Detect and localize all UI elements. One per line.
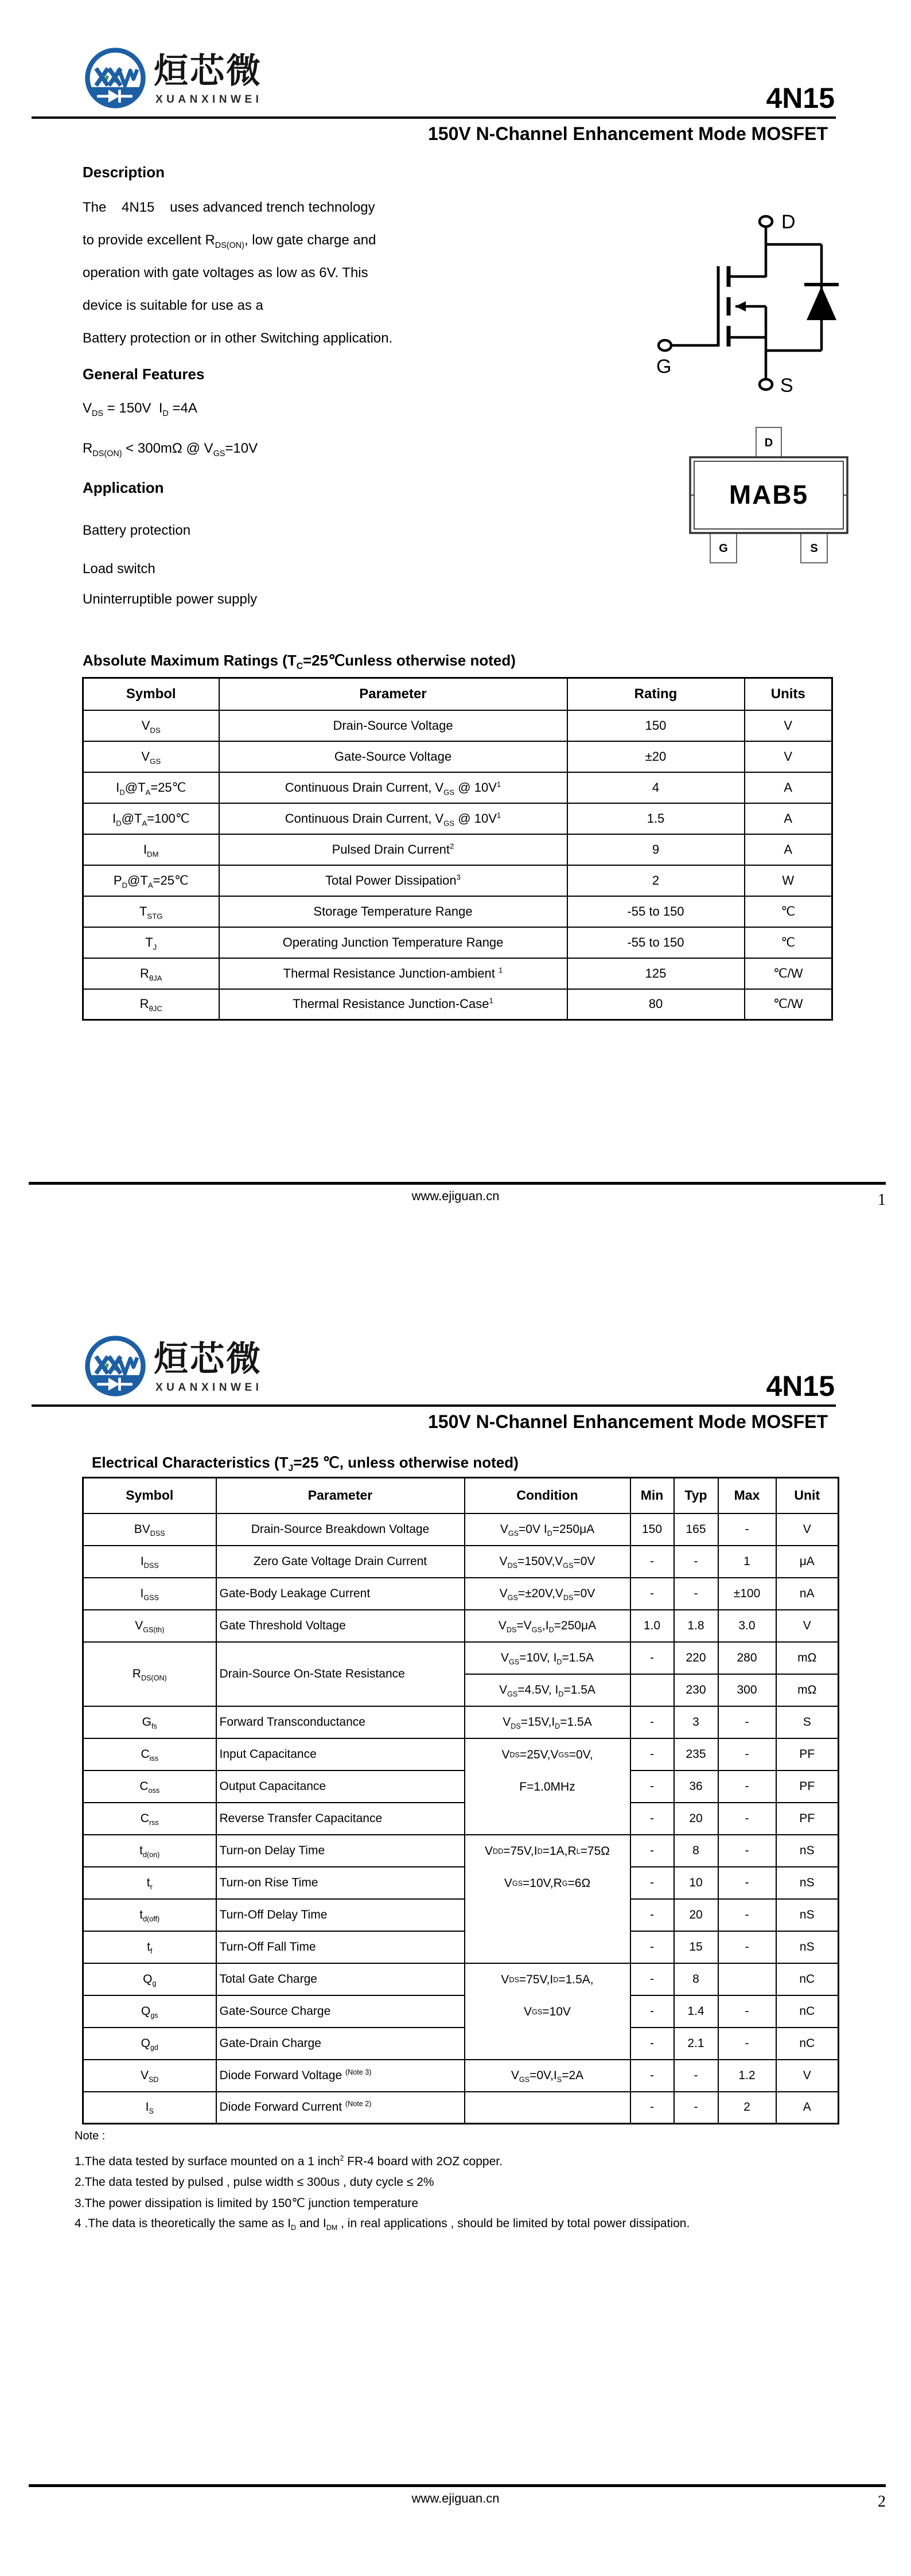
page-title: 150V N-Channel Enhancement Mode MOSFET xyxy=(428,123,828,144)
cell-typ: 8 xyxy=(674,1963,718,1995)
cell-unit: nS xyxy=(776,1899,839,1931)
cell-rating: 4 xyxy=(567,772,745,803)
application-item: Battery protection xyxy=(83,523,191,538)
table-row xyxy=(83,1931,839,1963)
column-header: Condition xyxy=(465,1478,630,1513)
note-item: 2.The data tested by pulsed , pulse width ≤ 300us , duty cycle ≤ 2% xyxy=(75,2176,434,2189)
cell-unit: A xyxy=(776,2092,839,2124)
cell-max: - xyxy=(718,1513,776,1546)
brand-name-chinese: 烜芯微 xyxy=(154,52,262,90)
cell-parameter: Continuous Drain Current, $V_{GS}$ @ $10V^1$ xyxy=(219,772,567,803)
cell-rating: -55 to 150 xyxy=(567,896,745,927)
cell-typ: 230 xyxy=(674,1674,718,1706)
cell-units: A xyxy=(745,772,832,803)
cell-units: V xyxy=(745,710,832,741)
cell-units: ℃/W xyxy=(745,989,832,1020)
cell-unit: S xyxy=(776,1706,839,1738)
table-row xyxy=(83,1867,839,1899)
table-row xyxy=(83,989,832,1020)
note-item: 4 .The data is theoretically the same as $I_D$ and $I_{DM}$ , in real applications , should be limited by total power dissipation. xyxy=(75,2217,690,2232)
table-row xyxy=(83,896,832,927)
cell-min: - xyxy=(630,1546,674,1578)
table-row xyxy=(83,741,832,772)
cell-condition: $V_{GS}=10V$, $I_D=1.5A$ xyxy=(465,1642,630,1674)
cell-parameter: Gate Threshold Voltage xyxy=(216,1610,465,1642)
table-row xyxy=(83,2092,839,2124)
header-rule xyxy=(32,116,836,119)
cell-rating: 150 xyxy=(567,710,745,741)
cell-max: - xyxy=(718,1738,776,1770)
cell-unit: mΩ xyxy=(776,1674,839,1706)
cell-min: - xyxy=(630,1770,674,1803)
column-header: Typ xyxy=(674,1478,718,1513)
table-row xyxy=(83,1578,839,1610)
cell-parameter: Zero Gate Voltage Drain Current xyxy=(216,1546,465,1578)
table-row xyxy=(83,1738,839,1770)
description-line: to provide excellent $R_{DS(ON)}$, low gate charge and xyxy=(83,232,376,250)
cell-units: W xyxy=(745,865,832,896)
condition-line: V GS =10V xyxy=(524,2005,571,2018)
cell-typ: 1.4 xyxy=(674,1995,718,2028)
cell-unit: nC xyxy=(776,1995,839,2028)
cell-symbol: $R_{\theta JA}$ xyxy=(83,958,219,989)
application-item: Load switch xyxy=(83,561,155,577)
cell-symbol: $R_{DS(ON)}$ xyxy=(83,1642,216,1706)
cell-typ: 20 xyxy=(674,1899,718,1931)
table-row xyxy=(83,2028,839,2060)
drain-label: D xyxy=(781,211,796,233)
package-pin-s-label: S xyxy=(810,542,818,555)
cell-unit: μA xyxy=(776,1546,839,1578)
cell-symbol: $V_{SD}$ xyxy=(83,2060,216,2092)
cell-unit: V xyxy=(776,1513,839,1546)
cell-unit: nC xyxy=(776,2028,839,2060)
cell-typ: - xyxy=(674,1546,718,1578)
note-item: 1.The data tested by surface mounted on a 1 inch$^2$ FR-4 board with 2OZ copper. xyxy=(75,2154,503,2168)
page-2 xyxy=(0,1288,911,2576)
column-header: Min xyxy=(630,1478,674,1513)
table-header-row xyxy=(83,1478,839,1513)
cell-typ: 1.8 xyxy=(674,1610,718,1642)
cell-parameter: Turn-Off Delay Time xyxy=(216,1899,465,1931)
absolute-maximum-ratings-table xyxy=(82,677,833,1021)
cell-parameter: Drain-Source On-State Resistance xyxy=(216,1642,465,1706)
description-line: Battery protection or in other Switching application. xyxy=(83,330,393,346)
column-header: Units xyxy=(745,678,832,710)
page-number: 2 xyxy=(878,2493,886,2511)
cell-unit: nC xyxy=(776,1963,839,1995)
cell-symbol: $t_{d(on)}$ xyxy=(83,1835,216,1867)
cell-rating: -55 to 150 xyxy=(567,927,745,958)
brand-name-chinese: 烜芯微 xyxy=(154,1340,262,1378)
cell-max: 1.2 xyxy=(718,2060,776,2092)
cell-max: 300 xyxy=(718,1674,776,1706)
gate-label: G xyxy=(656,356,672,378)
feature-line: $V_{DS} = 150V$ $I_D =4A$ xyxy=(83,400,197,418)
table-row xyxy=(83,834,832,865)
cell-typ: 2.1 xyxy=(674,2028,718,2060)
cell-symbol: $BV_{DSS}$ xyxy=(83,1513,216,1546)
cell-symbol: $I_D@T_A=25℃$ xyxy=(83,772,219,803)
cell-parameter: Continuous Drain Current, $V_{GS}$ @ $10V^1$ xyxy=(219,803,567,834)
package-name-label: MAB5 xyxy=(729,480,809,509)
cell-parameter: Turn-on Delay Time xyxy=(216,1835,465,1867)
footer-rule xyxy=(29,1182,886,1185)
cell-symbol: $I_{DM}$ xyxy=(83,834,219,865)
cell-condition xyxy=(465,1738,630,1835)
cell-unit: PF xyxy=(776,1770,839,1803)
cell-symbol: $V_{DS}$ xyxy=(83,710,219,741)
description-line: device is suitable for use as a xyxy=(83,298,263,313)
cell-parameter: Operating Junction Temperature Range xyxy=(219,927,567,958)
cell-symbol: $Q_{gd}$ xyxy=(83,2028,216,2060)
cell-max: - xyxy=(718,1706,776,1738)
cell-condition xyxy=(465,1835,630,1963)
part-number: 4N15 xyxy=(766,1370,835,1402)
cell-min: - xyxy=(630,2092,674,2124)
brand-name-english: XUANXINWEI xyxy=(155,94,263,106)
page-title: 150V N-Channel Enhancement Mode MOSFET xyxy=(428,1411,828,1432)
cell-typ: 36 xyxy=(674,1770,718,1803)
cell-min: - xyxy=(630,1578,674,1610)
cell-symbol: $V_{GS}$ xyxy=(83,741,219,772)
cell-symbol: $I_{DSS}$ xyxy=(83,1546,216,1578)
cell-symbol: $I_D@T_A=100℃$ xyxy=(83,803,219,834)
cell-units: A xyxy=(745,834,832,865)
cell-typ: 10 xyxy=(674,1867,718,1899)
cell-parameter: Reverse Transfer Capacitance xyxy=(216,1803,465,1835)
cell-condition xyxy=(465,2092,630,2124)
note-item: 3.The power dissipation is limited by 150℃ junction temperature xyxy=(75,2197,419,2210)
table-row xyxy=(83,1513,839,1546)
cell-min: - xyxy=(630,1963,674,1995)
description-title: Description xyxy=(83,164,165,181)
cell-unit: nS xyxy=(776,1835,839,1867)
cell-typ: - xyxy=(674,2060,718,2092)
general-features-title: General Features xyxy=(83,365,205,383)
table-row xyxy=(83,1835,839,1867)
mosfet-symbol-diagram xyxy=(648,211,866,409)
cell-parameter: Drain-Source Breakdown Voltage xyxy=(216,1513,465,1546)
cell-typ: 220 xyxy=(674,1642,718,1674)
cell-symbol: $I_S$ xyxy=(83,2092,216,2124)
cell-condition xyxy=(465,1963,630,2060)
table-row xyxy=(83,803,832,834)
cell-rating: 125 xyxy=(567,958,745,989)
package-pin-g-label: G xyxy=(719,542,728,555)
cell-rating: ±20 xyxy=(567,741,745,772)
cell-units: V xyxy=(745,741,832,772)
cell-typ: 15 xyxy=(674,1931,718,1963)
table-row xyxy=(83,865,832,896)
cell-condition: $V_{GS}=0V,I_S=2A$ xyxy=(465,2060,630,2092)
cell-min: - xyxy=(630,1995,674,2028)
cell-unit: nS xyxy=(776,1867,839,1899)
xuanxinwei-logo-icon xyxy=(83,1334,147,1398)
cell-symbol: $C_{oss}$ xyxy=(83,1770,216,1803)
cell-max: - xyxy=(718,1867,776,1899)
abs-max-ratings-title: Absolute Maximum Ratings ($T_C=25℃unless$ otherwise noted) xyxy=(83,652,516,672)
cell-unit: V xyxy=(776,1610,839,1642)
xuanxinwei-logo-icon xyxy=(83,46,147,110)
cell-max: - xyxy=(718,1931,776,1963)
cell-max: - xyxy=(718,1899,776,1931)
column-header: Rating xyxy=(567,678,745,710)
cell-max: 280 xyxy=(718,1642,776,1674)
electrical-characteristics-title: Electrical Characteristics ($T_J=25$ ℃, unless otherwise noted) xyxy=(92,1454,519,1474)
cell-symbol: $Q_g$ xyxy=(83,1963,216,1995)
cell-units: ℃/W xyxy=(745,958,832,989)
table-row xyxy=(83,710,832,741)
cell-max: ±100 xyxy=(718,1578,776,1610)
cell-parameter: Thermal Resistance Junction-Case$^1$ xyxy=(219,989,567,1020)
cell-typ: 235 xyxy=(674,1738,718,1770)
feature-line: $R_{DS(ON)} < 300m\Omega$ @ $V_{GS}=10V$ xyxy=(83,441,258,458)
table-row xyxy=(83,1995,839,2028)
cell-symbol: $t_f$ xyxy=(83,1931,216,1963)
cell-symbol: $C_{iss}$ xyxy=(83,1738,216,1770)
cell-min: - xyxy=(630,2028,674,2060)
table-row xyxy=(83,772,832,803)
cell-symbol: $P_D@T_A=25℃$ xyxy=(83,865,219,896)
table-row xyxy=(83,1546,839,1578)
condition-line: V GS =10V,R G =6Ω xyxy=(504,1876,591,1890)
cell-symbol: $C_{rss}$ xyxy=(83,1803,216,1835)
cell-parameter: Diode Forward Voltage $^{(Note 3)}$ xyxy=(216,2060,465,2092)
cell-parameter: Drain-Source Voltage xyxy=(219,710,567,741)
cell-typ: 165 xyxy=(674,1513,718,1546)
cell-typ: - xyxy=(674,2092,718,2124)
cell-typ: 3 xyxy=(674,1706,718,1738)
cell-parameter: Turn-Off Fall Time xyxy=(216,1931,465,1963)
table-row xyxy=(83,1610,839,1642)
description-line: operation with gate voltages as low as 6V. This xyxy=(83,265,368,281)
table-row xyxy=(83,1899,839,1931)
cell-max: - xyxy=(718,2028,776,2060)
column-header: Symbol xyxy=(83,1478,216,1513)
cell-parameter: Gate-Drain Charge xyxy=(216,2028,465,2060)
cell-min: 1.0 xyxy=(630,1610,674,1642)
cell-rating: 1.5 xyxy=(567,803,745,834)
cell-parameter: Gate-Body Leakage Current xyxy=(216,1578,465,1610)
cell-condition: $V_{GS}=4.5V$, $I_D=1.5A$ xyxy=(465,1674,630,1706)
cell-unit: V xyxy=(776,2060,839,2092)
cell-parameter: Pulsed Drain Current$^2$ xyxy=(219,834,567,865)
cell-symbol: $t_{d(off)}$ xyxy=(83,1899,216,1931)
cell-unit: nS xyxy=(776,1931,839,1963)
cell-units: ℃ xyxy=(745,927,832,958)
cell-symbol: $R_{\theta JC}$ xyxy=(83,989,219,1020)
page-number: 1 xyxy=(878,1191,886,1209)
condition-line: V DS =25V,V GS =0V, xyxy=(501,1748,593,1761)
table-row xyxy=(83,2060,839,2092)
cell-symbol: $I_{GSS}$ xyxy=(83,1578,216,1610)
cell-parameter: Gate-Source Charge xyxy=(216,1995,465,2028)
cell-units: A xyxy=(745,803,832,834)
column-header: Symbol xyxy=(83,678,219,710)
footer-website: www.ejiguan.cn xyxy=(411,1189,500,1203)
cell-rating: 80 xyxy=(567,989,745,1020)
cell-rating: 2 xyxy=(567,865,745,896)
column-header: Max xyxy=(718,1478,776,1513)
brand-name-english: XUANXINWEI xyxy=(155,1382,263,1394)
cell-condition: $V_{DS}=V_{GS},I_D=250\mu A$ xyxy=(465,1610,630,1642)
cell-min: - xyxy=(630,1835,674,1867)
table-row xyxy=(83,1963,839,1995)
cell-parameter: Total Power Dissipation$^3$ xyxy=(219,865,567,896)
cell-parameter: Gate-Source Voltage xyxy=(219,741,567,772)
cell-min: - xyxy=(630,1706,674,1738)
footer-rule xyxy=(29,2484,886,2487)
cell-symbol: $T_J$ xyxy=(83,927,219,958)
package-pin-d-label: D xyxy=(764,437,773,449)
cell-condition: $V_{DS}=150V,V_{GS}=0V$ xyxy=(465,1546,630,1578)
cell-parameter: Total Gate Charge xyxy=(216,1963,465,1995)
cell-unit: PF xyxy=(776,1738,839,1770)
cell-parameter: Input Capacitance xyxy=(216,1738,465,1770)
cell-units: ℃ xyxy=(745,896,832,927)
cell-condition: $V_{GS}=0V$ $I_D=250\mu A$ xyxy=(465,1513,630,1546)
cell-max: - xyxy=(718,1995,776,2028)
cell-min: - xyxy=(630,1867,674,1899)
cell-typ: - xyxy=(674,1578,718,1610)
cell-symbol: $G_{fs}$ xyxy=(83,1706,216,1738)
cell-unit: PF xyxy=(776,1803,839,1835)
cell-symbol: $Q_{gs}$ xyxy=(83,1995,216,2028)
cell-min: - xyxy=(630,2060,674,2092)
table-row xyxy=(83,958,832,989)
electrical-characteristics-table xyxy=(82,1477,839,2124)
cell-min: 150 xyxy=(630,1513,674,1546)
cell-rating: 9 xyxy=(567,834,745,865)
cell-unit: nA xyxy=(776,1578,839,1610)
column-header: Parameter xyxy=(219,678,567,710)
footer-website: www.ejiguan.cn xyxy=(411,2491,500,2505)
cell-condition: $V_{DS}=15V,I_D=1.5A$ xyxy=(465,1706,630,1738)
table-row xyxy=(83,1706,839,1738)
cell-parameter: Diode Forward Current $^{(Note 2)}$ xyxy=(216,2092,465,2124)
cell-symbol: $V_{GS(th)}$ xyxy=(83,1610,216,1642)
cell-symbol: $t_r$ xyxy=(83,1867,216,1899)
cell-min: - xyxy=(630,1931,674,1963)
cell-symbol: $T_{STG}$ xyxy=(83,896,219,927)
cell-min: - xyxy=(630,1738,674,1770)
condition-line: F=1.0MHz xyxy=(519,1780,575,1793)
cell-max: - xyxy=(718,1835,776,1867)
table-header-row xyxy=(83,678,832,710)
cell-min: - xyxy=(630,1642,674,1674)
description-line: The 4N15 uses advanced trench technology xyxy=(83,200,375,215)
cell-min: - xyxy=(630,1899,674,1931)
notes-title: Note : xyxy=(75,2130,106,2142)
cell-parameter: Forward Transconductance xyxy=(216,1706,465,1738)
cell-parameter: Output Capacitance xyxy=(216,1770,465,1803)
condition-line: V DD =75V,I D =1A,R L =75Ω xyxy=(485,1844,610,1858)
cell-typ: 8 xyxy=(674,1835,718,1867)
condition-line: V DS =75V,I D =1.5A, xyxy=(501,1972,594,1986)
cell-max: 2 xyxy=(718,2092,776,2124)
package-outline-diagram xyxy=(688,426,849,565)
table-row xyxy=(83,1770,839,1803)
column-header: Parameter xyxy=(216,1478,465,1513)
column-header: Unit xyxy=(776,1478,839,1513)
cell-min xyxy=(630,1674,674,1706)
cell-parameter: Thermal Resistance Junction-ambient $^1$ xyxy=(219,958,567,989)
cell-max: - xyxy=(718,1770,776,1803)
cell-max: 1 xyxy=(718,1546,776,1578)
header-rule xyxy=(32,1404,836,1407)
part-number: 4N15 xyxy=(766,82,835,114)
table-row xyxy=(83,1803,839,1835)
source-label: S xyxy=(780,375,793,396)
cell-max: - xyxy=(718,1803,776,1835)
application-title: Application xyxy=(83,479,164,496)
cell-max: 3.0 xyxy=(718,1610,776,1642)
cell-typ: 20 xyxy=(674,1803,718,1835)
cell-parameter: Turn-on Rise Time xyxy=(216,1867,465,1899)
table-row xyxy=(83,927,832,958)
cell-min: - xyxy=(630,1803,674,1835)
cell-parameter: Storage Temperature Range xyxy=(219,896,567,927)
table-row xyxy=(83,1642,839,1674)
cell-unit: mΩ xyxy=(776,1642,839,1674)
application-item: Uninterruptible power supply xyxy=(83,592,258,607)
cell-max xyxy=(718,1963,776,1995)
cell-condition: $V_{GS}=\pm 20V,V_{DS}=0V$ xyxy=(465,1578,630,1610)
